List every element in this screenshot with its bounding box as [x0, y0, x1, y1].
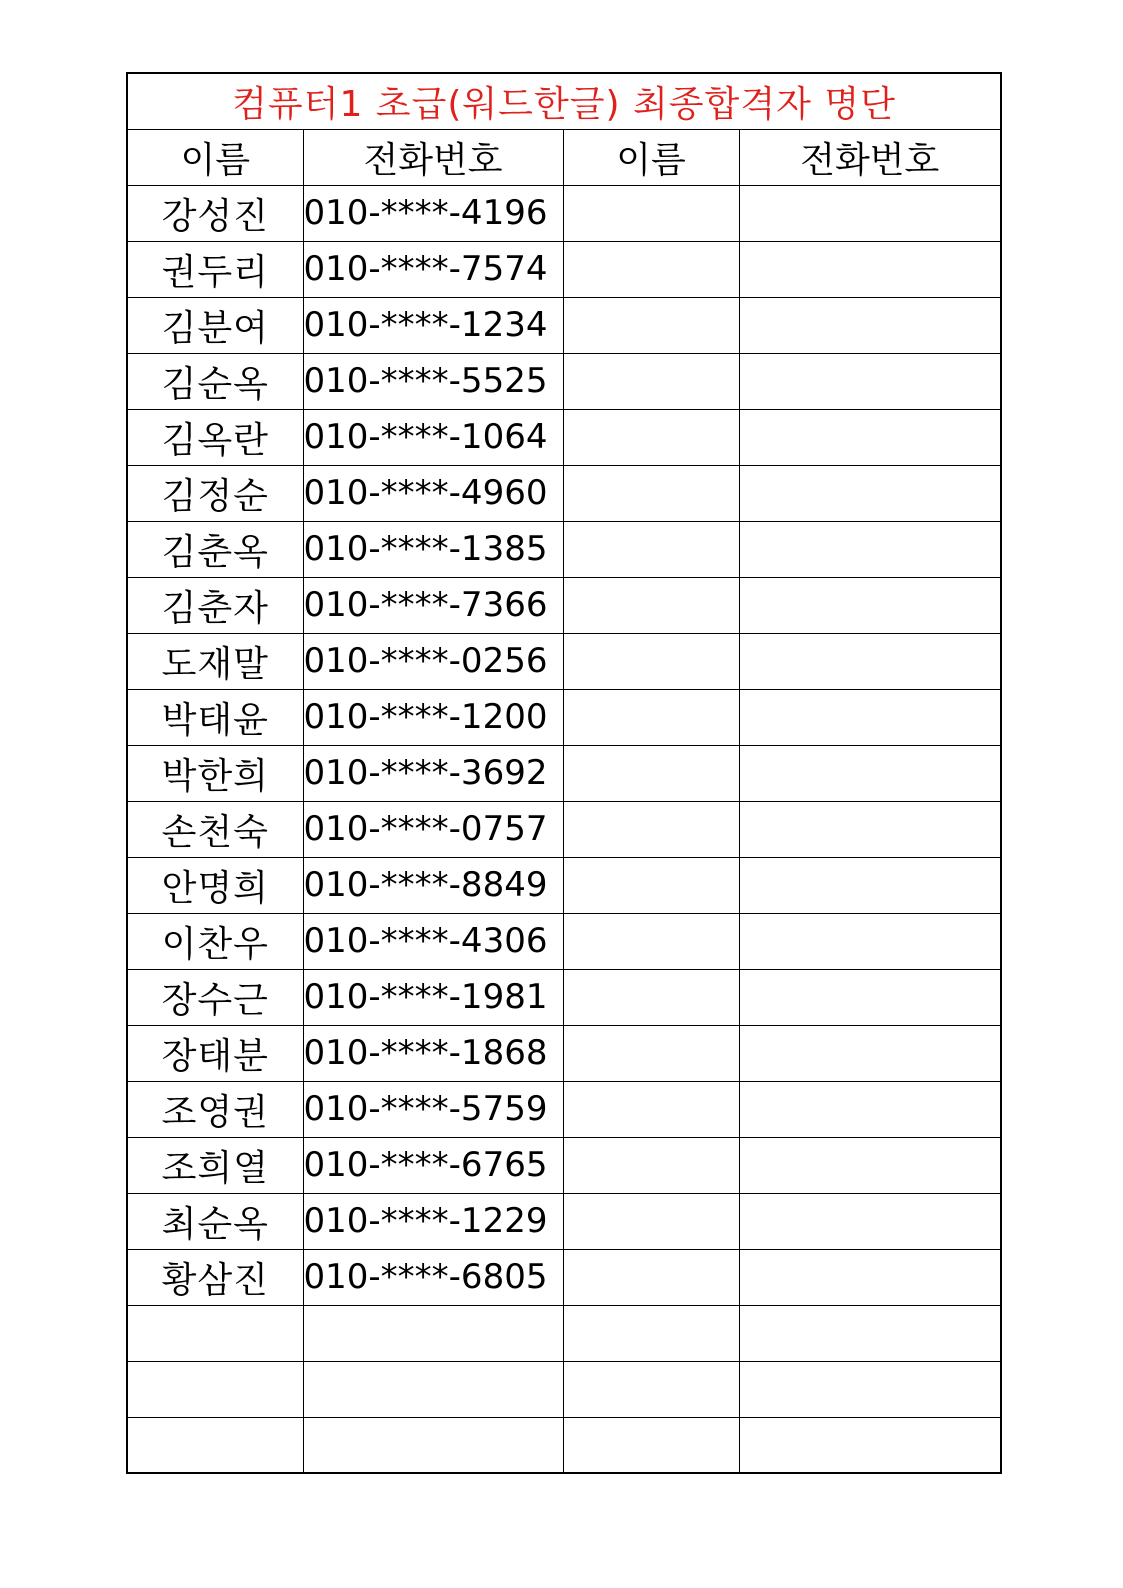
table-row — [127, 1081, 1001, 1137]
phone-cell: 010-****-6765 — [303, 1137, 563, 1193]
name-cell-empty — [563, 1025, 739, 1081]
phone-cell-empty — [739, 1081, 1001, 1137]
phone-cell-empty — [739, 745, 1001, 801]
page-title: 컴퓨터1 초급(워드한글) 최종합격자 명단 — [127, 73, 1001, 129]
phone-cell: 010-****-0757 — [303, 801, 563, 857]
table-row — [127, 1193, 1001, 1249]
column-header-phone-2: 전화번호 — [739, 129, 1001, 185]
phone-cell: 010-****-1868 — [303, 1025, 563, 1081]
name-cell-empty — [563, 521, 739, 577]
name-cell: 조영권 — [127, 1081, 303, 1137]
name-cell-empty — [563, 801, 739, 857]
phone-cell-empty — [739, 1249, 1001, 1305]
name-cell-empty — [563, 1081, 739, 1137]
column-header-phone-1: 전화번호 — [303, 129, 563, 185]
name-cell — [127, 1305, 303, 1361]
table-row — [127, 801, 1001, 857]
phone-cell-empty — [739, 1417, 1001, 1473]
phone-cell — [303, 1417, 563, 1473]
table-row — [127, 185, 1001, 241]
name-cell-empty — [563, 465, 739, 521]
phone-cell-empty — [739, 353, 1001, 409]
table-row — [127, 577, 1001, 633]
phone-cell: 010-****-5525 — [303, 353, 563, 409]
phone-cell-empty — [739, 577, 1001, 633]
table-row — [127, 969, 1001, 1025]
name-cell-empty — [563, 1249, 739, 1305]
name-cell: 조희열 — [127, 1137, 303, 1193]
name-cell: 장수근 — [127, 969, 303, 1025]
name-cell: 권두리 — [127, 241, 303, 297]
table-row — [127, 1305, 1001, 1361]
table-row — [127, 521, 1001, 577]
name-cell: 황삼진 — [127, 1249, 303, 1305]
phone-cell-empty — [739, 185, 1001, 241]
phone-cell-empty — [739, 857, 1001, 913]
phone-cell: 010-****-1064 — [303, 409, 563, 465]
name-cell — [127, 1417, 303, 1473]
name-cell-empty — [563, 1193, 739, 1249]
column-header-name-1: 이름 — [127, 129, 303, 185]
table-row — [127, 745, 1001, 801]
table-row — [127, 913, 1001, 969]
name-cell: 손천숙 — [127, 801, 303, 857]
name-cell-empty — [563, 969, 739, 1025]
phone-cell-empty — [739, 689, 1001, 745]
phone-cell-empty — [739, 913, 1001, 969]
table-row — [127, 353, 1001, 409]
phone-cell: 010-****-7574 — [303, 241, 563, 297]
table-row — [127, 1249, 1001, 1305]
phone-cell: 010-****-1385 — [303, 521, 563, 577]
name-cell-empty — [563, 577, 739, 633]
name-cell: 김춘자 — [127, 577, 303, 633]
column-header-name-2: 이름 — [563, 129, 739, 185]
table-row — [127, 1361, 1001, 1417]
name-cell: 김분여 — [127, 297, 303, 353]
phone-cell-empty — [739, 1305, 1001, 1361]
name-cell-empty — [563, 241, 739, 297]
table-row — [127, 689, 1001, 745]
phone-cell: 010-****-0256 — [303, 633, 563, 689]
phone-cell-empty — [739, 633, 1001, 689]
name-cell: 김춘옥 — [127, 521, 303, 577]
roster-body — [127, 185, 1001, 1473]
name-cell-empty — [563, 185, 739, 241]
phone-cell-empty — [739, 801, 1001, 857]
name-cell: 강성진 — [127, 185, 303, 241]
phone-cell-empty — [739, 1137, 1001, 1193]
phone-cell: 010-****-6805 — [303, 1249, 563, 1305]
name-cell-empty — [563, 409, 739, 465]
name-cell: 김순옥 — [127, 353, 303, 409]
name-cell: 장태분 — [127, 1025, 303, 1081]
name-cell-empty — [563, 689, 739, 745]
title-row — [127, 73, 1001, 129]
name-cell: 이찬우 — [127, 913, 303, 969]
phone-cell — [303, 1305, 563, 1361]
name-cell: 김옥란 — [127, 409, 303, 465]
name-cell: 김정순 — [127, 465, 303, 521]
name-cell: 도재말 — [127, 633, 303, 689]
phone-cell: 010-****-1229 — [303, 1193, 563, 1249]
phone-cell: 010-****-1981 — [303, 969, 563, 1025]
header-row — [127, 129, 1001, 185]
table-row — [127, 409, 1001, 465]
name-cell-empty — [563, 633, 739, 689]
name-cell-empty — [563, 297, 739, 353]
phone-cell-empty — [739, 1025, 1001, 1081]
table-row — [127, 465, 1001, 521]
phone-cell-empty — [739, 969, 1001, 1025]
phone-cell: 010-****-1234 — [303, 297, 563, 353]
phone-cell-empty — [739, 1361, 1001, 1417]
name-cell-empty — [563, 857, 739, 913]
name-cell-empty — [563, 1137, 739, 1193]
name-cell-empty — [563, 353, 739, 409]
table-row — [127, 1025, 1001, 1081]
table-row — [127, 297, 1001, 353]
table-row — [127, 1137, 1001, 1193]
phone-cell: 010-****-3692 — [303, 745, 563, 801]
name-cell-empty — [563, 745, 739, 801]
phone-cell-empty — [739, 409, 1001, 465]
roster-table — [126, 72, 1002, 1474]
name-cell: 안명희 — [127, 857, 303, 913]
phone-cell-empty — [739, 297, 1001, 353]
name-cell-empty — [563, 1305, 739, 1361]
phone-cell-empty — [739, 521, 1001, 577]
phone-cell-empty — [739, 465, 1001, 521]
table-row — [127, 857, 1001, 913]
name-cell: 박한희 — [127, 745, 303, 801]
phone-cell: 010-****-4960 — [303, 465, 563, 521]
phone-cell-empty — [739, 241, 1001, 297]
phone-cell — [303, 1361, 563, 1417]
phone-cell-empty — [739, 1193, 1001, 1249]
phone-cell: 010-****-4306 — [303, 913, 563, 969]
table-row — [127, 1417, 1001, 1473]
phone-cell: 010-****-5759 — [303, 1081, 563, 1137]
name-cell: 박태윤 — [127, 689, 303, 745]
name-cell — [127, 1361, 303, 1417]
phone-cell: 010-****-1200 — [303, 689, 563, 745]
name-cell-empty — [563, 913, 739, 969]
name-cell-empty — [563, 1361, 739, 1417]
table-row — [127, 633, 1001, 689]
name-cell-empty — [563, 1417, 739, 1473]
table-row — [127, 241, 1001, 297]
name-cell: 최순옥 — [127, 1193, 303, 1249]
phone-cell: 010-****-4196 — [303, 185, 563, 241]
phone-cell: 010-****-8849 — [303, 857, 563, 913]
phone-cell: 010-****-7366 — [303, 577, 563, 633]
